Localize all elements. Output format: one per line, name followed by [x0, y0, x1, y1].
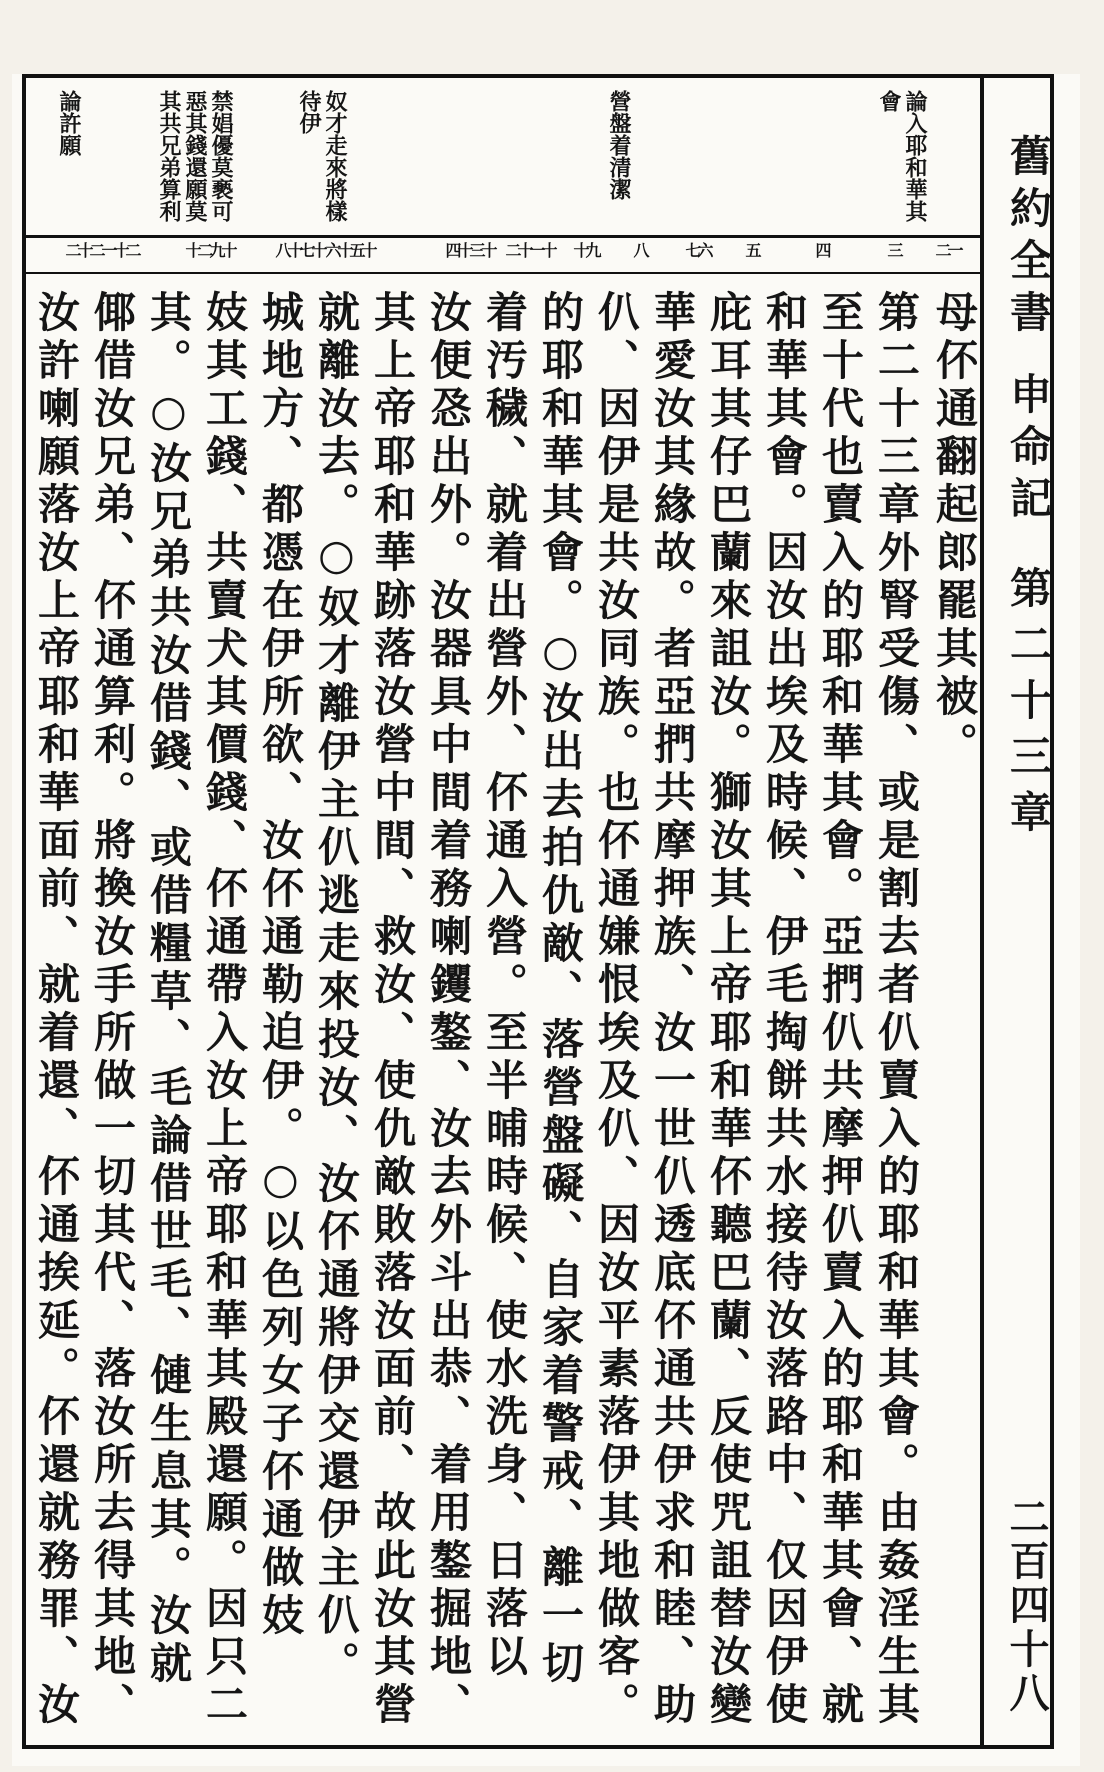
book-collection-title: 舊約全書 [1004, 134, 1053, 342]
marginal-note: 論許願 [56, 90, 82, 156]
verse-number: 九十 [571, 242, 602, 258]
verse-number: 十三十四 [443, 242, 498, 258]
text-column: 至十代也賣入的耶和華其會。亞捫仈共摩押仈賣入的耶和華其會、就 [816, 290, 865, 1730]
text-column: 母伓通翻起郎罷其被。 [930, 290, 979, 770]
verse-number: 四 [813, 242, 832, 258]
verse-number: 十七十八 [273, 242, 328, 258]
marginal-note: 奴才走來將樣待伊 [296, 90, 348, 222]
text-column: 華愛汝其緣故。者亞捫共摩押族、汝一世仈透底伓通共伊求和睦、助 [648, 290, 697, 1730]
text-column: 和華其會。因汝出埃及時候、伊毛掏餅共水接待汝落路中、仅因伊使 [760, 290, 809, 1730]
text-column: 妓其工錢、共賣犬其價錢、伓通帶入汝上帝耶和華其殿還願。因只二 [200, 290, 249, 1730]
text-column: 其上帝耶和華跡落汝營中間、救汝、使仇敵敗落汝面前、故此汝其營 [368, 290, 417, 1730]
running-header [980, 78, 1053, 1745]
marginal-note: 論入耶和華其會 [876, 90, 928, 222]
verse-number: 八 [631, 242, 650, 258]
verse-number: 十九二十 [183, 242, 238, 258]
text-column: 汝許喇願落汝上帝耶和華面前、就着還、伓通挨延。伓還就務罪、汝 [32, 290, 81, 1730]
book-name: 申命記 [1004, 372, 1053, 528]
text-column: 汝便㤂出外。汝器具中間着務喇钁鏊、汝去外斗出恭、着用鏊掘地、 [424, 290, 473, 1730]
text-column: 就離汝去。○奴才離伊主仈逃走來投汝、汝伓通將伊交還伊主仈。 [312, 290, 361, 1689]
scripture-body [26, 276, 980, 1745]
text-column: 仈、因伊是共汝同族。也伓通嫌恨埃及仈、因汝平素落伊其地做客。 [592, 290, 641, 1730]
text-column: 城地方、都憑在伊所欲、汝伓通勒迫伊。○以色列女子伓通做妓 [256, 290, 305, 1641]
page-frame [22, 74, 1054, 1749]
scripture-page [12, 74, 1080, 1766]
text-column: 倻借汝兄弟、伓通算利。將換汝手所做一切其代、落汝所去得其地、 [88, 290, 137, 1730]
text-column: 庇耳其仔巴蘭來詛汝。獅汝其上帝耶和華伓聽巴蘭、反使咒詛替汝變 [704, 290, 753, 1730]
verse-number: 十一十二 [503, 242, 558, 258]
marginal-notes-band [26, 78, 980, 238]
verse-number: 十五十六 [323, 242, 378, 258]
text-column: 其。○汝兄弟共汝借錢、或借糧草、毛論借世毛、僆生息其。汝就 [144, 290, 193, 1689]
verse-number: 三 [885, 242, 904, 258]
marginal-note: 營盤着清潔 [606, 90, 632, 200]
page-number: 二百四十八 [1003, 1496, 1050, 1716]
verse-number: 五 [743, 242, 762, 258]
text-column: 的耶和華其會。○汝出去拍仇敵、落營盤礙、自家着警戒、離一切 [536, 290, 585, 1689]
text-column: 第二十三章外腎受傷、或是割去者仈賣入的耶和華其會。由姦淫生其 [872, 290, 921, 1730]
verse-number: 一二 [933, 242, 964, 258]
verse-number: 二十一二十二 [63, 242, 142, 258]
verse-number-band [26, 238, 980, 274]
verse-number: 六七 [683, 242, 714, 258]
marginal-note: 禁娼優莫褻可惡其錢還願莫其共兄弟算利 [156, 90, 234, 222]
chapter-heading: 第二十三章 [1004, 566, 1053, 846]
text-column: 着汚穢、就着出營外、伓通入營。至半晡時候、使水洗身、日落以 [480, 290, 529, 1682]
